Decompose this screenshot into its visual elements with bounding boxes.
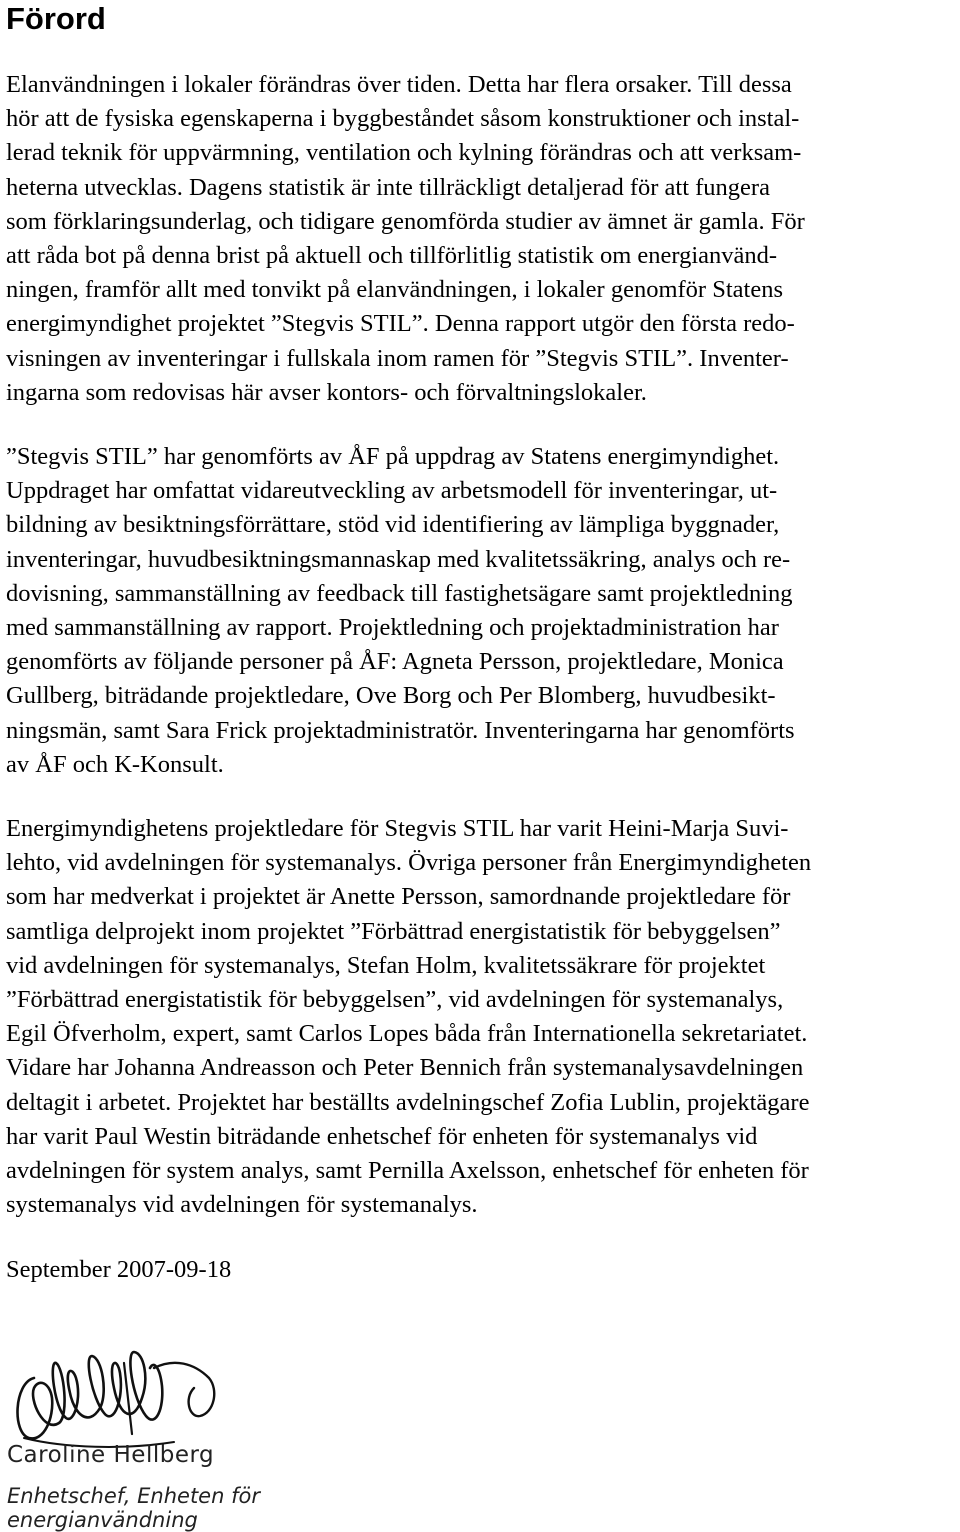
text-line: heterna utvecklas. Dagens statistik är inte tillräckligt detaljerad för att fungera — [6, 173, 770, 201]
text-line: ”Förbättrad energistatistik för bebyggelsen”, vid avdelningen för systemanalys, — [6, 986, 784, 1014]
paragraph-intro — [6, 68, 958, 410]
text-line: visningen av inventeringar i fullskala inom ramen för ”Stegvis STIL”. Inventer- — [6, 344, 789, 372]
text-line: Egil Öfverholm, expert, samt Carlos Lopes båda från Internationella sekretariatet. — [6, 1020, 808, 1048]
text-line: lerad teknik för uppvärmning, ventilation och kylning förändras och att verksam- — [6, 139, 802, 167]
text-line: som har medverkat i projektet är Anette Persson, samordnande projektledare för — [6, 883, 791, 911]
paragraph-participants — [6, 812, 958, 1222]
text-line: Elanvändningen i lokaler förändras över tiden. Detta har flera orsaker. Till dessa — [6, 71, 792, 98]
text-line: hör att de fysiska egenskaperna i byggbeståndet såsom konstruktioner och instal- — [6, 105, 800, 133]
signature-name: Caroline Hellberg — [7, 1442, 215, 1468]
handwritten-signature — [4, 1338, 264, 1458]
text-line: av ÅF och K-Konsult. — [6, 750, 224, 778]
text-line: bildning av besiktningsförrättare, stöd vid identifiering av lämpliga byggnader, — [6, 511, 780, 539]
text-line: ”Stegvis STIL” har genomförts av ÅF på uppdrag av Statens energimyndighet. — [6, 443, 780, 470]
text-line: September 2007-09-18 — [6, 1256, 232, 1283]
text-line: som förklaringsunderlag, och tidigare genomförda studier av ämnet är gamla. För — [6, 207, 805, 235]
text-line: samtliga delprojekt inom projektet ”Förbättrad energistatistik för bebyggelsen” — [6, 917, 781, 945]
text-line: deltagit i arbetet. Projektet har beställts avdelningschef Zofia Lublin, projektägare — [6, 1088, 810, 1116]
paragraph-project — [6, 440, 958, 782]
text-line: genomförts av följande personer på ÅF: Agneta Persson, projektledare, Monica — [6, 648, 784, 676]
page-title: Förord — [6, 1, 106, 36]
text-line: inventeringar, huvudbesiktningsmannaskap med kvalitetssäkring, analys och re- — [6, 545, 791, 573]
text-line: Gullberg, biträdande projektledare, Ove Borg och Per Blomberg, huvudbesikt- — [6, 682, 776, 710]
text-line: har varit Paul Westin biträdande enhetschef för enheten för systemanalys vid — [6, 1122, 758, 1150]
text-line: energimyndighet projektet ”Stegvis STIL”. Denna rapport utgör den första redo- — [6, 310, 795, 338]
text-line: systemanalys vid avdelningen för systemanalys. — [6, 1191, 478, 1219]
text-line: att råda bot på denna brist på aktuell och tillförlitlig statistik om energianvänd- — [6, 242, 778, 270]
text-line: Energimyndighetens projektledare för Stegvis STIL har varit Heini-Marja Suvi- — [6, 815, 789, 842]
text-line: vid avdelningen för systemanalys, Stefan Holm, kvalitetssäkrare för projektet — [6, 951, 766, 979]
text-line: dovisning, sammanställning av feedback till fastighetsägare samt projektledning — [6, 579, 793, 607]
text-line: lehto, vid avdelningen för systemanalys. Övriga personer från Energimyndigheten — [6, 849, 812, 877]
date-line — [6, 1253, 958, 1287]
text-line: Vidare har Johanna Andreasson och Peter Bennich från systemanalysavdelningen — [6, 1054, 804, 1082]
text-line: med sammanställning av rapport. Projektledning och projektadministration har — [6, 614, 779, 642]
signature-title: Enhetschef, Enheten för energianvändning — [7, 1484, 260, 1532]
text-line: Uppdraget har omfattat vidareutveckling av arbetsmodell för inventeringar, ut- — [6, 477, 778, 505]
text-line: ningsmän, samt Sara Frick projektadministratör. Inventeringarna har genomförts — [6, 716, 795, 744]
text-line: ningen, framför allt med tonvikt på elanvändningen, i lokaler genomför Statens — [6, 276, 783, 304]
text-line: avdelningen för system analys, samt Pernilla Axelsson, enhetschef för enheten för — [6, 1157, 809, 1185]
signature-block — [4, 1338, 424, 1532]
text-line: ingarna som redovisas här avser kontors- och förvaltningslokaler. — [6, 378, 647, 406]
